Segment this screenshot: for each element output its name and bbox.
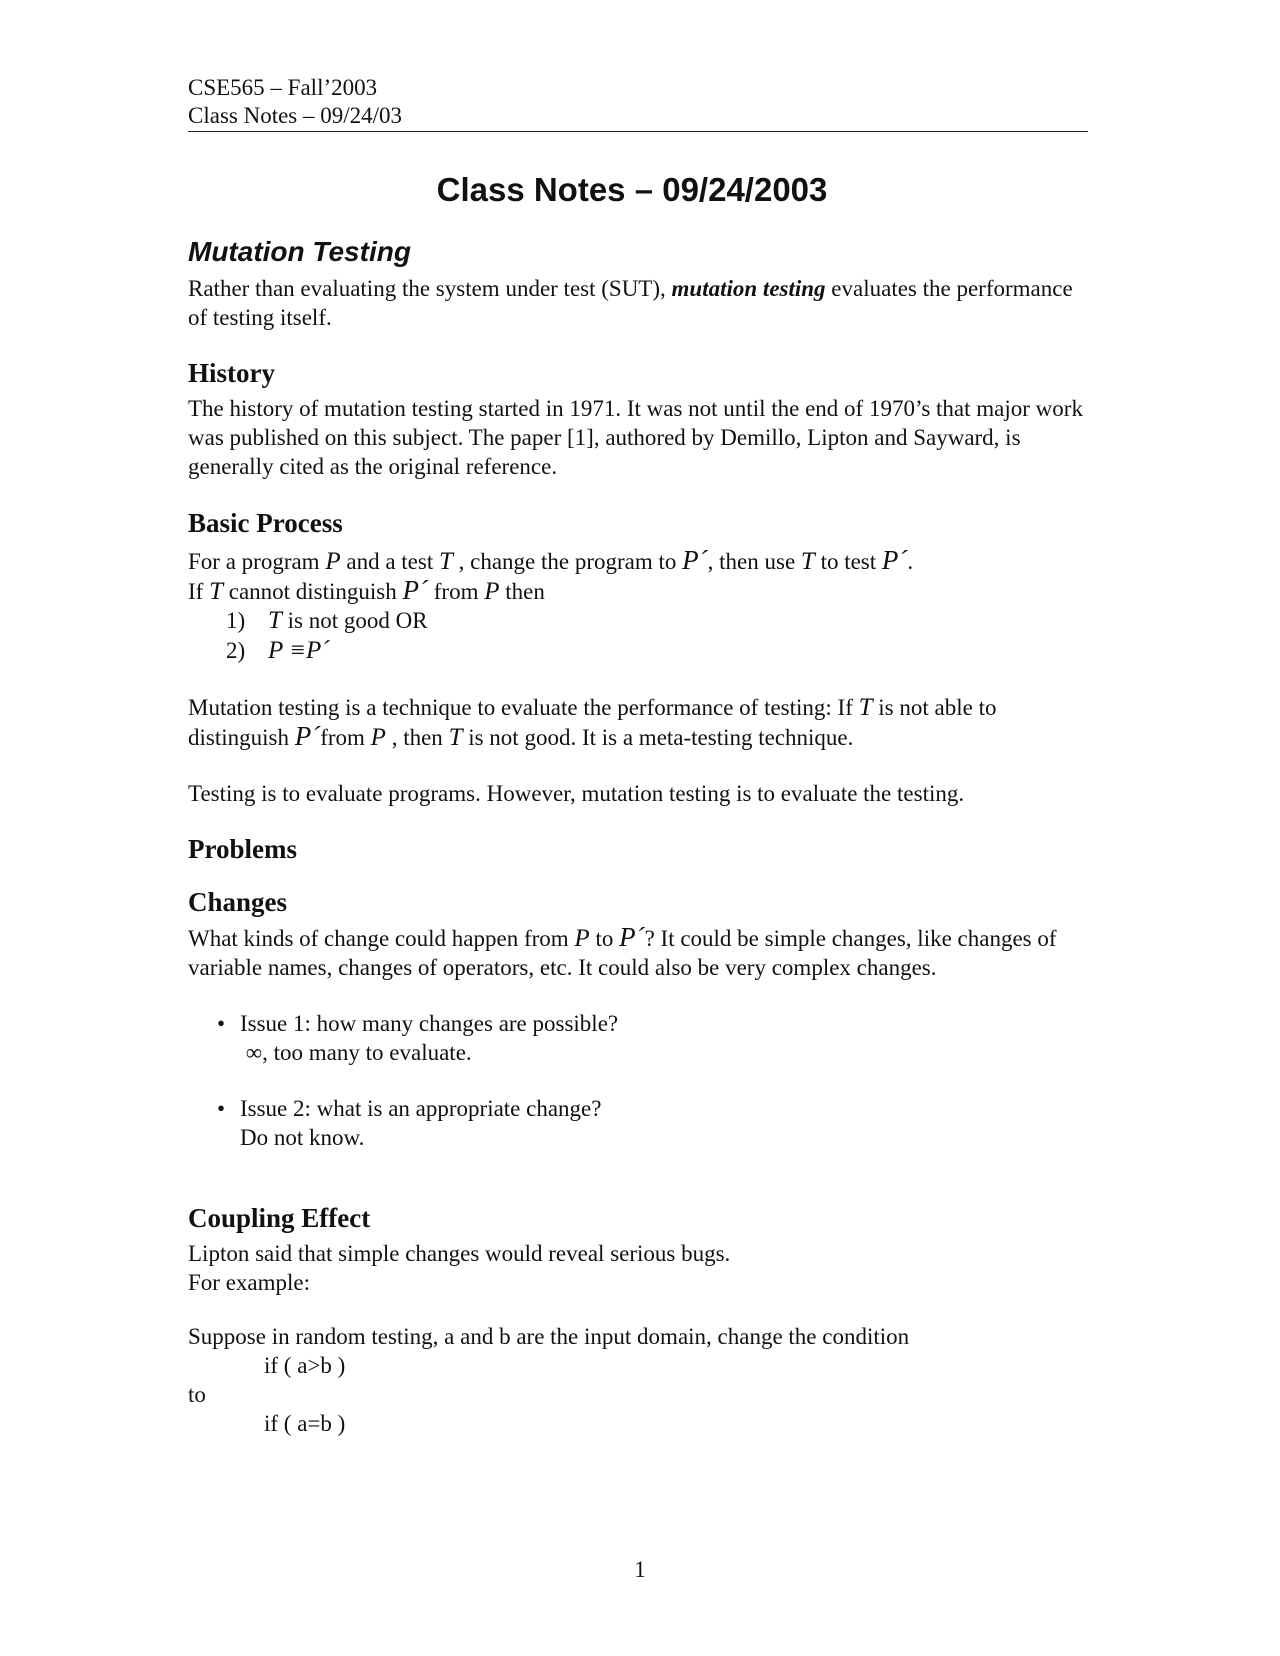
basic-numbered-list: [188, 606, 1088, 666]
bullet-icon: •: [217, 1096, 226, 1121]
list-item: 1) T is not good OR: [226, 607, 428, 634]
heading-basic-process: Basic Process: [188, 508, 343, 538]
coupling-to: to: [188, 1382, 206, 1407]
issue-1-answer: ∞, too many to evaluate.: [245, 1040, 472, 1065]
changes-paragraph: What kinds of change could happen from P to P´? It could be simple changes, like changes of variable names, changes of operators, etc. It could also be very complex changes.: [188, 922, 1057, 980]
testing-paragraph: Testing is to evaluate programs. However, mutation testing is to evaluate the testing.: [188, 781, 965, 806]
coupling-line-1: Lipton said that simple changes would reveal serious bugs.: [188, 1241, 731, 1266]
heading-mutation-testing: Mutation Testing: [188, 236, 411, 267]
code-condition-original: if ( a>b ): [264, 1353, 346, 1378]
heading-problems: Problems: [188, 834, 297, 864]
intro-text-post: evaluates the performance of testing itself.: [188, 276, 1073, 330]
history-paragraph: The history of mutation testing started in 1971. It was not until the end of 1970’s that major work was published on this subject. The paper [1], authored by Demillo, Lipton and Sayward, is generally cited as the original reference.: [188, 396, 1083, 479]
running-header: [188, 74, 1088, 132]
list-item: 2) P ≡P´: [226, 637, 330, 664]
list-item-issue-1: • Issue 1: how many changes are possible? ∞, too many to evaluate.: [188, 1009, 1088, 1067]
page-number: 1: [634, 1557, 646, 1582]
intro-term: mutation testing: [671, 276, 826, 301]
basic-line-1: For a program P and a test T , change the program to P´, then use T to test P´.: [188, 545, 914, 575]
mutation-technique-paragraph: Mutation testing is a technique to evaluate the performance of testing: If T is not able to distinguish P´from P , then T is not good. It is a meta-testing technique.: [188, 694, 997, 751]
list-item-issue-2: • Issue 2: what is an appropriate change? Do not know.: [217, 1096, 602, 1150]
intro-text-pre: Rather than evaluating the system under test (SUT),: [188, 276, 672, 301]
basic-line-2: If T cannot distinguish P´ from P then: [188, 575, 545, 605]
heading-coupling-effect: Coupling Effect: [188, 1203, 371, 1233]
heading-history: History: [188, 358, 275, 388]
document-page: [188, 74, 1088, 1438]
code-condition-mutated: if ( a=b ): [264, 1411, 346, 1436]
header-notes: Class Notes – 09/24/03: [188, 103, 403, 128]
page-title: Class Notes – 09/24/2003: [436, 171, 828, 208]
heading-changes: Changes: [188, 887, 288, 917]
bullet-icon: •: [217, 1011, 226, 1036]
infinity-icon: ∞: [245, 1040, 263, 1065]
mutation-intro: [188, 274, 1088, 332]
header-course: CSE565 – Fall’2003: [188, 75, 378, 100]
coupling-line-3: Suppose in random testing, a and b are the input domain, change the condition: [188, 1324, 910, 1349]
coupling-line-2: For example:: [188, 1270, 310, 1295]
